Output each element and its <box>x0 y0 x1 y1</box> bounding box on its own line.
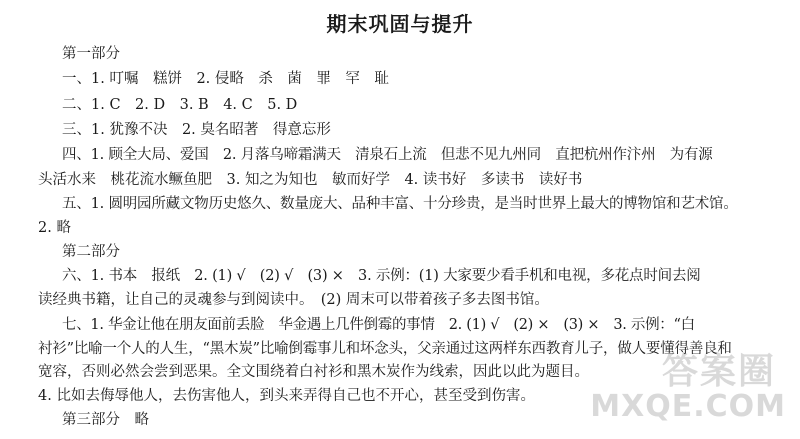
answer-line-1: 一、1. 叮嘱 糕饼 2. 侵略 杀 菌 罪 罕 耻 <box>62 71 389 87</box>
answer-line-7: 2. 略 <box>38 220 71 236</box>
page-title: 期末巩固与提升 <box>326 12 474 36</box>
answer-line-11: 七、1. 华金让他在朋友面前丢脸 华金遇上几件倒霉的事情 2. (1) √ (2) × (3) × 3. 示例：“白 <box>62 317 695 333</box>
answer-line-4: 四、1. 顾全大局、爱国 2. 月落乌啼霜满天 清泉石上流 但悲不见九州同 直把杭州作汴州 为有源 <box>62 147 713 163</box>
watermark-cn-text: 答案圈 <box>661 351 776 392</box>
answer-line-12: 衬衫”比喻一个人的人生，“黑木炭”比喻倒霉事儿和坏念头，父亲通过这两样东西教育儿子，做人要懂得善良和 <box>38 341 732 357</box>
section-heading-part-two: 第二部分 <box>62 244 120 260</box>
answer-line-10: 读经典书籍，让自己的灵魂参与到阅读中。 (2) 周末可以带着孩子多去图书馆。 <box>38 292 549 308</box>
answer-line-3: 三、1. 犹豫不决 2. 臭名昭著 得意忘形 <box>62 122 331 138</box>
answer-line-13: 宽容，否则必然会尝到恶果。全文围绕着白衬衫和黑木炭作为线索，因此以此为题目。 <box>38 364 589 380</box>
answer-line-6: 五、1. 圆明园所藏文物历史悠久、数量庞大、品种丰富、十分珍贵，是当时世界上最大的博物馆和艺术馆。 <box>62 196 738 212</box>
section-heading-part-three: 第三部分 略 <box>62 412 149 428</box>
watermark-en-text: MXQE.COM <box>590 389 786 424</box>
answer-line-14: 4. 比如去侮辱他人，去伤害他人，到头来弄得自己也不开心，甚至受到伤害。 <box>38 388 535 404</box>
answer-line-5: 头活水来 桃花流水鳜鱼肥 3. 知之为知也 敏而好学 4. 读书好 多读书 读好书 <box>38 172 583 188</box>
section-heading-part-one: 第一部分 <box>62 46 120 62</box>
answer-line-2: 二、1. C 2. D 3. B 4. C 5. D <box>62 97 298 113</box>
answer-line-9: 六、1. 书本 报纸 2. (1) √ (2) √ (3) × 3. 示例：(1) 大家要少看手机和电视，多花点时间去阅 <box>62 268 701 284</box>
